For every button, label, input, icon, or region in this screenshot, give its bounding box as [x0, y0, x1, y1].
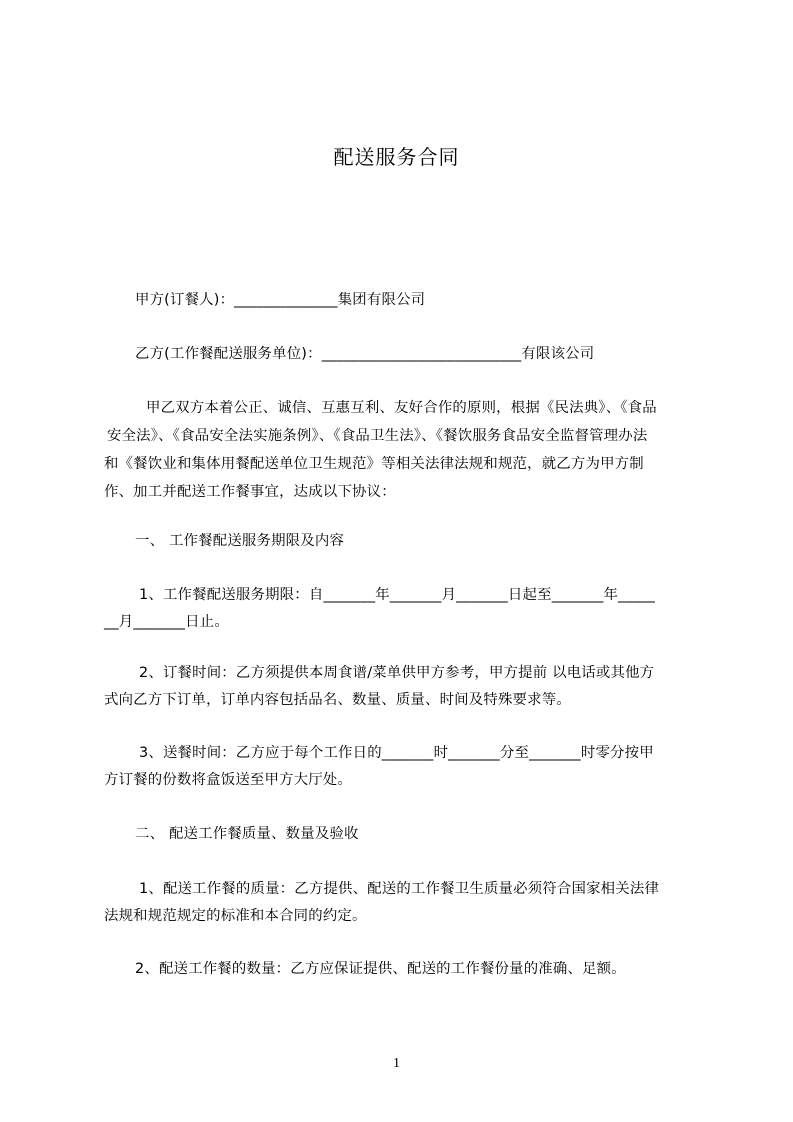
paragraph-line: 3、送餐时间：乙方应于每个工作日的_______时_______分至_______时零分按甲 — [139, 745, 654, 761]
intro-line: 作、加工并配送工作餐事宜，达成以下协议： — [104, 484, 396, 500]
paragraph-line: 2、配送工作餐的数量：乙方应保证提供、配送的工作餐份量的准确、足额。 — [135, 961, 626, 977]
party-a-line: 甲方(订餐人)：______________集团有限公司 — [135, 292, 426, 308]
paragraph-line: 1、工作餐配送服务期限：自_______年_______月_______日起至_______年_____ — [139, 587, 656, 603]
paragraph-line: 2、订餐时间：乙方须提供本周食谱/菜单供甲方参考，甲方提前 以电话或其他方 — [139, 665, 655, 681]
paragraph-line: __月_______日止。 — [104, 614, 229, 630]
intro-line: 安全法》、《食品安全法实施条例》、《食品卫生法》、《餐饮服务食品安全监督管理办法 — [107, 428, 648, 444]
paragraph-line: 法规和规范规定的标准和本合同的约定。 — [104, 908, 367, 924]
intro-line: 甲乙双方本着公正、诚信、互惠互利、友好合作的原则，根据《民法典》、《食品 — [146, 400, 657, 416]
page-number: 1 — [393, 1056, 400, 1071]
document-title: 配送服务合同 — [333, 145, 460, 169]
section-1-heading: 一、 工作餐配送服务期限及内容 — [135, 533, 345, 549]
party-b-line: 乙方(工作餐配送服务单位)：___________________________有限该公司 — [135, 346, 595, 362]
paragraph-line: 1、配送工作餐的质量：乙方提供、配送的工作餐卫生质量必须符合国家相关法律 — [139, 881, 660, 897]
paragraph-line: 方订餐的份数将盒饭送至甲方大厅处。 — [104, 772, 353, 788]
paragraph-line: 式向乙方下订单，订单内容包括品名、数量、质量、时间及特殊要求等。 — [104, 692, 571, 708]
intro-line: 和《餐饮业和集体用餐配送单位卫生规范》等相关法律法规和规范，就乙方为甲方制 — [104, 456, 644, 472]
section-2-heading: 二、 配送工作餐质量、数量及验收 — [135, 826, 359, 842]
